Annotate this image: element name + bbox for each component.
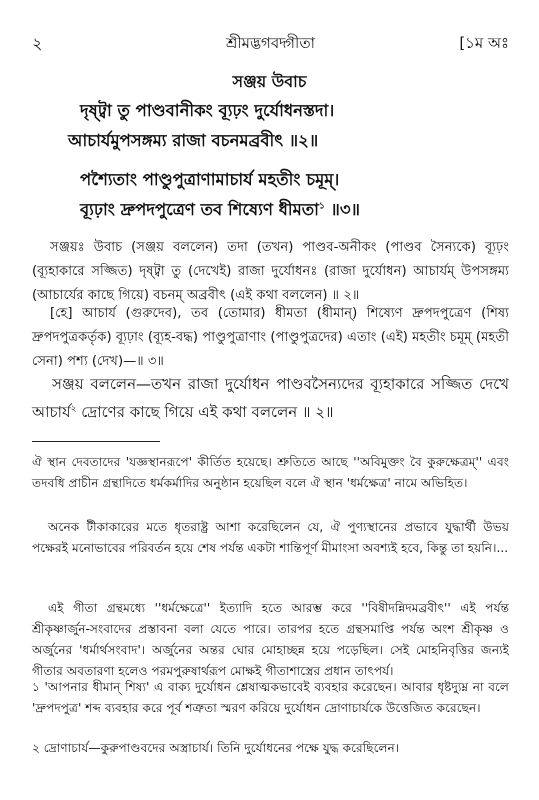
translation-part-2: দ্রোণের কাছে গিয়ে এই কথা বললেন ॥ ২॥	[76, 403, 334, 421]
footnote-1-text: ঐ স্থান দেবতাদের 'যজ্ঞস্থানরূপে' কীর্তিত হয়েছে। শ্রুতিতে আছে ''অবিমুক্তং বৈ কুরুক্ষেত্রম্‌'' এবং তদবধি প্রাচীন গ্রন্থাদিতে ধর্মকর্মাদির অনুষ্ঠান হয়েছিল বলে ঐ স্থান 'ধর্মক্ষেত্র' নামে অভিহিত।	[32, 455, 509, 490]
running-header	[32, 32, 509, 56]
footnote-3-text: এই গীতা গ্রন্থমধ্যে ''ধর্মক্ষেত্রে'' ইত্যাদি হতে আরম্ভ করে ''বিষীদন্নিদমব্রবীৎ'' এই পর্যন্ত শ্রীকৃষ্ণার্জুন-সংবাদের প্রস্তাবনা বলা যেতে পারে। তারপর হতে গ্রন্থসমাপ্তি পর্যন্ত অংশ শ্রীকৃষ্ণ ও অর্জুনের 'ধর্মার্থসংবাদ'। অর্জুনের অন্তর ঘোর মোহাচ্ছন্ন হয়ে পড়েছিল। সেই মোহনিবৃত্তির জন্যই গীতার অবতারণা হলেও পরমপুরুষার্থরূপ মোক্ষই গীতাশাস্ত্রের প্রধান তাৎপর্য।	[32, 601, 509, 678]
verse-3-line-2-end: ॥৩॥	[324, 200, 360, 219]
page-number: ২	[32, 33, 43, 53]
gloss-3-text: [হে] আচার্য (গুরুদেব), তব (তোমার) ধীমতা (ধীমান্‌) শিষ্যেণ দ্রুপদপুত্রেণ (শিষ্য দ্রুপদপুত্রকর্তৃক) ব্যূঢ়াং (ব্যূহ-বদ্ধ) পাণ্ডুপুত্রাণাং (পাণ্ডুপুত্রদের) এতাং (এই) মহতীং চমূম্‌ (মহতী সেনা) পশ্য (দেখ)—॥ ৩॥	[32, 306, 509, 369]
footnote-5	[32, 738, 509, 759]
verse-3-line-2-text: ব্যূঢ়াং দ্রুপদপুত্রেণ তব শিষ্যেণ ধীমতা	[80, 200, 319, 219]
translation-text	[32, 370, 509, 426]
footnote-4-text: ১ 'আপনার ধীমান্‌ শিষ্য' এ বাক্য দুর্যোধন শ্লেষাত্মকভাবেই ব্যবহার করেছেন। আবার ধৃষ্টদ্যুম্ন না বলে 'দ্রুপদপুত্র' শব্দ ব্যবহার করে পূর্ব শত্রুতা স্মরণ করিয়ে দুর্যোধন দ্রোণাচার্যকে উত্তেজিত করেছেন।	[32, 680, 509, 715]
footnote-ref-2: ২	[70, 404, 77, 414]
gloss-2-text: সঞ্জয়ঃ উবাচ (সঞ্জয় বললেন) তদা (তখন) পাণ্ডব-অনীকং (পাণ্ডব সৈন্যকে) ব্যূঢ়ং (ব্যূহাকারে সজ্জিত) দৃষ্ট্বা তু (দেখেই) রাজা দুর্যোধনঃ (রাজা দুর্যোধন) আচার্যম্‌ উপসঙ্গম্য (আচার্যের কাছে গিয়ে) বচনম্‌ অব্রবীৎ (এই কথা বললেন) ॥ ২॥	[32, 240, 509, 303]
translation-part-1: সঞ্জয় বললেন—তখন রাজা দুর্যোধন পাণ্ডবসৈন্যদের ব্যূহাকারে সজ্জিত দেখে আচার্য	[32, 375, 509, 421]
footnote-3	[32, 598, 509, 682]
verse-2-line-1: দৃষ্ট্বা তু পাণ্ডবানীকং ব্যূঢ়ং দুর্যোধনস্তদা।	[80, 101, 335, 120]
footnote-2-text: অনেক টীকাকারের মতে ধৃতরাষ্ট্র আশা করেছিলেন যে, ঐ পুণ্যস্থানের প্রভাবে যুদ্ধার্থী উভয় পক্ষেরই মনোভাবের পরিবর্তন হয়ে শেষ পর্যন্ত একটা শান্তিপূর্ণ মীমাংসা অবশ্যই হবে, কিন্তু তা হয়নি।...	[32, 520, 509, 555]
book-title: শ্রীমদ্ভগবদ্গীতা	[226, 33, 315, 52]
verse-3	[80, 165, 519, 225]
speaker-heading: সঞ্জয় উবাচ	[232, 72, 307, 91]
footnote-2	[32, 517, 509, 559]
translation	[32, 370, 509, 426]
verse-3-line-2	[80, 195, 519, 225]
footnote-divider	[32, 441, 160, 442]
verse-2-line-2: আচার্যমুপসঙ্গম্য রাজা বচনমব্রবীৎ ॥২॥	[68, 131, 319, 150]
footnote-1	[32, 452, 509, 494]
word-gloss-verse-2	[32, 236, 509, 308]
footnote-ref-1: ১	[318, 201, 325, 212]
chapter-label: [১ম অঃ	[459, 33, 509, 52]
word-gloss-verse-3	[32, 302, 509, 374]
verse-3-line-1: পশ্যৈতাং পাণ্ডুপুত্রাণামাচার্য মহতীং চমূম্।	[80, 170, 340, 189]
verse-2	[68, 96, 519, 156]
footnote-4	[32, 677, 509, 719]
footnote-5-text: ২ দ্রোণাচার্য—কুরুপাণ্ডবদের অস্ত্রাচার্য। তিনি দুর্যোধনের পক্ষে যুদ্ধ করেছিলেন।	[32, 741, 400, 755]
